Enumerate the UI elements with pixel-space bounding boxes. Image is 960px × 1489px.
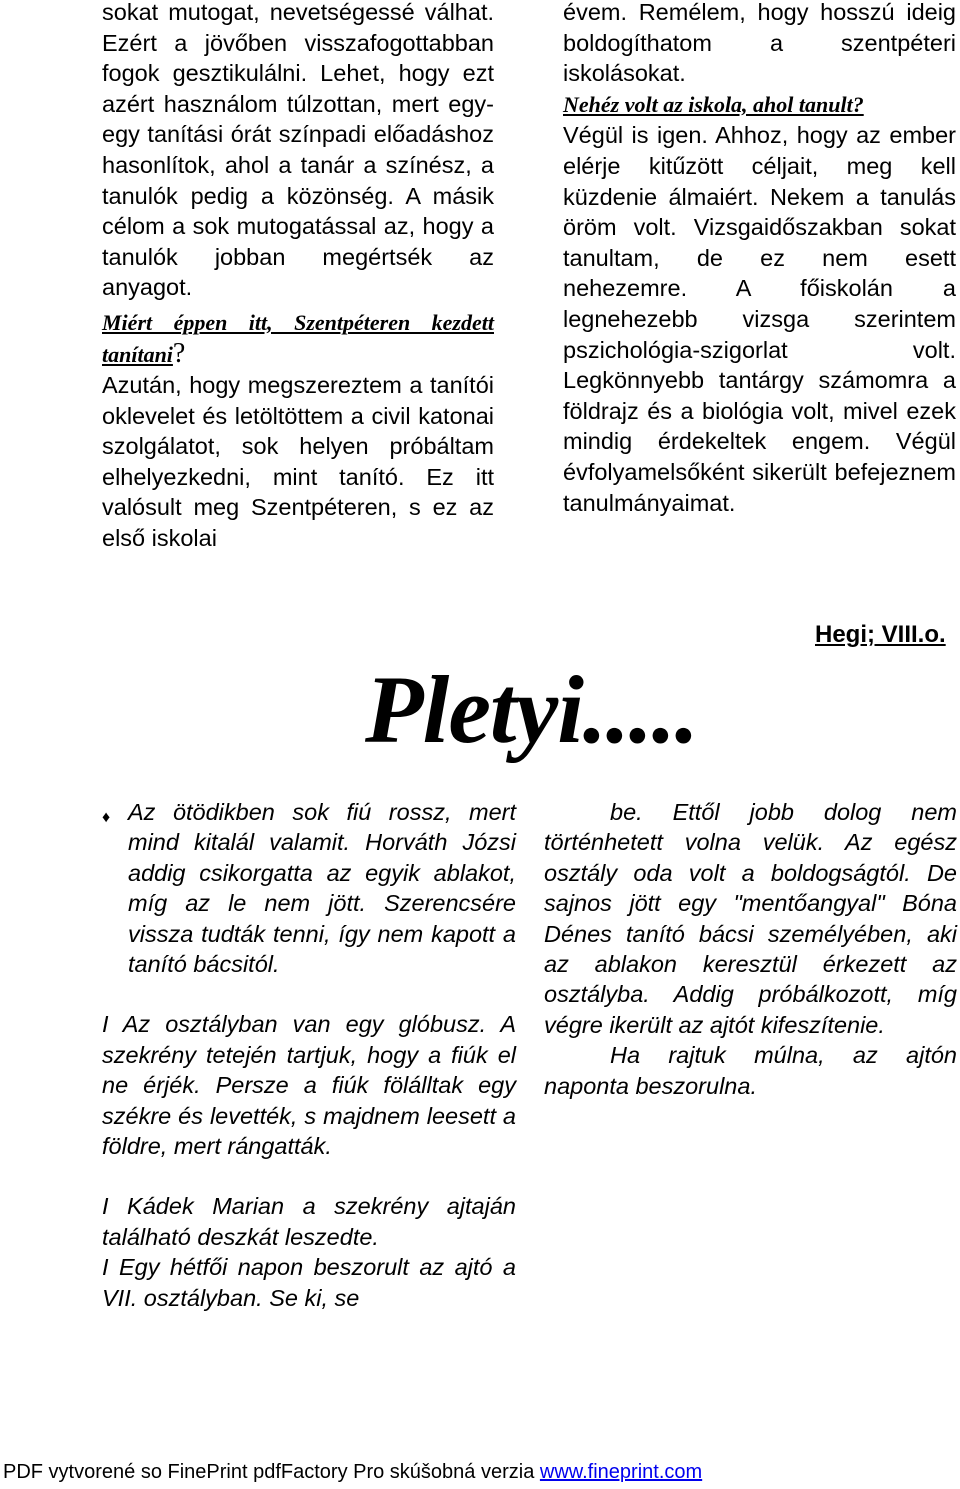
answer-1: Azután, hogy megszereztem a tanítói oklevelet és letöltöttem a civil katonai szolgálatot, sok helyen próbáltam elhelyezkedni, mint tanító. Ez itt valósult meg Szentpéteren, s ez az első iskolai (102, 371, 494, 551)
question-2-text: Nehéz volt az iskola, ahol tanult? (563, 91, 864, 117)
gossip-item-4-end: Ha rajtuk múlna, az ajtón naponta beszorulna. (544, 1042, 957, 1099)
footer-text: PDF vytvorené so FinePrint pdfFactory Pro skúšobná verzia (3, 1461, 540, 1483)
question-2 (563, 89, 956, 121)
gossip-item-4-cont: be. Ettől jobb dolog nem történhetett volna velük. Az egész osztály oda volt a boldogságtól. De sajnos jött egy "mentőangyal" Bóna Dénes tanító bácsi személyében, aki az ablakon keresztül érkezett az osztályba. Addig próbálkozott, míg végre ikerült az ajtót kifeszítenie. (544, 799, 957, 1038)
gossip-right-column (544, 797, 957, 1101)
gossip-left-column (102, 797, 516, 1313)
diamond-bullet-icon: ♦ (102, 809, 111, 826)
gossip-item-1: ♦ Az ötödikben sok fiú rossz, mert mind kitalál valamit. Horváth Józsi addig csikorgatta az egyik ablakot, míg az le nem jött. Szerencsére vissza tudták tenni, így nem kapott a tanító bácsitól. (102, 799, 516, 978)
author-signature: Hegi; VIII.o. (815, 621, 946, 648)
gossip-headline: Pletyi..... (365, 656, 698, 763)
answer-2: Végül is igen. Ahhoz, hogy az ember elérje kitűzött céljait, meg kell küzdenie álmaiért. Nekem a tanulás öröm volt. Vizsgaidőszakban sokat tanultam, de ez nem esett nehezemre. A főiskolán a legnehezebb vizsga szerintem pszichológia-szigorlat volt. Legkönnyebb tantárgy számomra a földrajz és a biológia volt, mivel ezek mindig érdekeltek engem. Végül évfolyamelsőként sikerült befejeznem tanulmányaimat. (563, 122, 956, 516)
pdf-footer (3, 1461, 702, 1484)
interview-right-column (563, 0, 956, 518)
footer-link[interactable]: www.fineprint.com (539, 1461, 703, 1483)
interview-left-intro: sokat mutogat, nevetségessé válhat. Ezért a jövőben visszafogottabban fogok gesztikulálni. Lehet, hogy ezt azért használom túlzottan, mert egy-egy tanítási órát színpadi előadáshoz hasonlítok, ahol a tanár a színész, a tanulók pedig a közönség. A másik célom a sok mutogatással az, hogy a tanulók jobban megértsék az anyagot. (102, 0, 494, 301)
interview-right-intro: évem. Remélem, hogy hosszú ideig boldogíthatom a szentpéteri iskolásokat. (563, 0, 956, 87)
question-1-mark: ? (172, 337, 186, 369)
question-1-text: Miért éppen itt, Szentpéteren kezdett tanítani (102, 309, 494, 367)
gossip-item-2: I Az osztályban van egy glóbusz. A szekrény tetején tartjuk, hogy a fiúk el ne érjék. Persze a fiúk fölálltak egy székre és levették, s majdnem leesett a földre, mert rángatták. (102, 1011, 516, 1160)
interview-left-column (102, 0, 494, 554)
gossip-item-4-start: I Egy hétfői napon beszorult az ajtó a VII. osztályban. Se ki, se (102, 1254, 516, 1311)
question-1 (102, 307, 494, 370)
gossip-item-3: I Kádek Marian a szekrény ajtaján található deszkát leszedte. (102, 1193, 516, 1250)
